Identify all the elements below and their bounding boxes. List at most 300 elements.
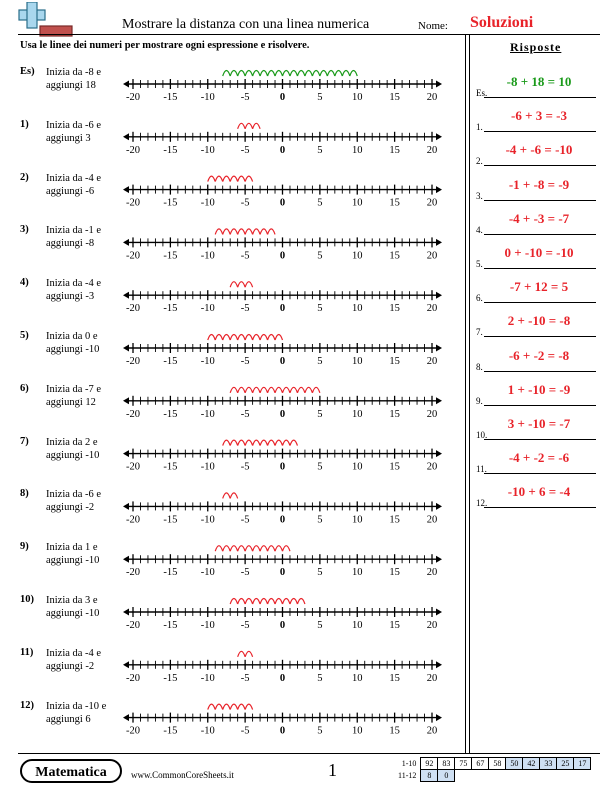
tick-label: 20 <box>426 672 438 684</box>
arrow-right-icon <box>436 609 442 616</box>
problem-start-text: Inizia da -10 e <box>46 700 107 712</box>
answer-line <box>484 165 596 166</box>
answer-value: 0 + -10 = -10 <box>504 245 574 260</box>
tick-label: -5 <box>240 620 250 631</box>
hop-arc <box>238 546 245 552</box>
tick-label: -10 <box>200 197 215 209</box>
hop-arc <box>230 71 237 77</box>
hop-arc <box>238 440 245 446</box>
answer-value: -4 + -3 = -7 <box>508 210 570 226</box>
tick-label: -20 <box>126 303 140 315</box>
tick-label: 15 <box>389 461 400 473</box>
instructions: Usa le linee dei numeri per mostrare ogni espressione e risolvere. <box>20 40 310 51</box>
tick-label: -10 <box>200 356 215 367</box>
arrow-right-icon <box>436 81 442 88</box>
number-line <box>123 176 442 209</box>
tick-label: -15 <box>163 725 178 737</box>
problem-number: 7) <box>20 435 29 447</box>
hop-arc <box>230 335 237 341</box>
problem-number: 5) <box>20 330 29 341</box>
tick-label: -5 <box>240 197 250 209</box>
arrow-right-icon <box>436 186 442 193</box>
tick-label: 10 <box>352 408 363 420</box>
problem-add-text: aggiungi -10 <box>46 555 100 567</box>
arrow-left-icon <box>123 556 129 563</box>
tick-label: 15 <box>389 197 400 209</box>
tick-label: -5 <box>240 144 250 156</box>
answer-number: 12. <box>476 498 488 509</box>
hop-arc <box>305 71 312 77</box>
arrow-right-icon <box>436 292 442 299</box>
tick-label: -10 <box>200 144 215 156</box>
hop-arc <box>223 229 230 235</box>
tick-label: 10 <box>352 725 363 737</box>
problem-add-text: aggiungi -10 <box>46 344 100 355</box>
tick-label: -10 <box>200 92 215 103</box>
problem-number: 6) <box>20 382 29 394</box>
problem-start-text: Inizia da -6 e <box>46 489 102 501</box>
number-line <box>123 282 442 315</box>
tick-label: 20 <box>426 461 438 473</box>
hop-arc <box>238 599 245 605</box>
tick-label: 5 <box>317 461 323 473</box>
answer-number: Es. <box>476 88 488 98</box>
answer-number: 1. <box>476 122 483 133</box>
score-row <box>396 758 591 770</box>
number-line <box>123 546 442 579</box>
problem-number: 4) <box>20 277 29 289</box>
number-line <box>123 440 442 473</box>
hop-arc <box>230 282 237 288</box>
tick-label: 15 <box>389 92 400 103</box>
hop-arc <box>275 440 282 446</box>
hop-arc <box>230 229 237 235</box>
tick-label: 0 <box>279 356 286 367</box>
arrow-left-icon <box>123 450 129 457</box>
score-cell: 58 <box>489 758 506 770</box>
hop-arc <box>245 229 252 235</box>
answer-line <box>484 131 596 132</box>
tick-label: 20 <box>426 250 438 262</box>
hop-arc <box>320 71 327 77</box>
tick-label: 10 <box>352 250 363 262</box>
hop-arc <box>230 546 237 552</box>
tick-label: -20 <box>126 567 140 579</box>
tick-label: -5 <box>240 250 250 262</box>
page-title: Mostrare la distanza con una linea numerica <box>122 17 370 32</box>
tick-label: -20 <box>126 144 140 156</box>
tick-label: 10 <box>352 356 363 367</box>
hop-arc <box>268 71 275 77</box>
problem-start-text: Inizia da -7 e <box>46 383 102 395</box>
hop-arc <box>230 704 237 710</box>
hop-arc <box>245 282 252 288</box>
answer-value: -6 + 3 = -3 <box>511 108 567 124</box>
tick-label: 10 <box>352 567 363 579</box>
tick-label: 5 <box>317 408 323 420</box>
tick-label: -15 <box>163 197 178 209</box>
hop-arc <box>215 335 222 341</box>
score-cell: 92 <box>421 758 438 770</box>
problem-add-text: aggiungi -6 <box>46 185 95 197</box>
example-answer: -8 + 18 = 10 <box>506 74 572 89</box>
tick-label: 10 <box>352 620 363 631</box>
tick-label: 5 <box>317 144 323 156</box>
name-label: Nome: <box>418 20 448 32</box>
problem-start-text: Inizia da 0 e <box>46 331 98 342</box>
tick-label: 20 <box>426 303 438 315</box>
tick-label: -15 <box>163 303 178 315</box>
answer-line <box>484 439 596 440</box>
arrow-left-icon <box>123 239 129 246</box>
problem-add-text: aggiungi -8 <box>46 238 95 250</box>
answer-number: 8. <box>476 361 483 372</box>
problem-add-text: aggiungi 3 <box>46 132 91 144</box>
tick-label: 5 <box>317 672 323 684</box>
arrow-left-icon <box>123 714 129 721</box>
hop-arc <box>238 651 245 657</box>
problem-number: Es) <box>20 66 35 77</box>
answer-value: -10 + 6 = -4 <box>507 484 571 500</box>
hop-arc <box>275 599 282 605</box>
answer-line <box>484 336 596 337</box>
tick-label: 5 <box>317 250 323 262</box>
tick-label: 10 <box>352 672 363 684</box>
hop-arc <box>223 71 230 77</box>
subject-badge: Matematica <box>20 759 122 783</box>
tick-label: -20 <box>126 408 140 420</box>
score-cell: 50 <box>506 758 523 770</box>
footer-divider <box>18 753 600 754</box>
hop-arc <box>245 123 252 129</box>
tick-label: -15 <box>163 356 178 367</box>
tick-label: 10 <box>352 514 363 526</box>
score-cell: 75 <box>455 758 472 770</box>
hop-arc <box>297 71 304 77</box>
tick-label: -5 <box>240 303 250 315</box>
hop-arc <box>238 71 245 77</box>
tick-label: 0 <box>279 567 286 579</box>
tick-label: 15 <box>389 620 400 631</box>
arrow-right-icon <box>436 345 442 352</box>
tick-label: -20 <box>126 725 140 737</box>
number-line <box>123 71 442 104</box>
tick-label: 20 <box>426 144 438 156</box>
arrow-right-icon <box>436 450 442 457</box>
tick-label: -10 <box>200 672 215 684</box>
hop-arc <box>215 546 222 552</box>
problem-start-text: Inizia da -6 e <box>46 119 102 131</box>
hop-arc <box>215 229 222 235</box>
hop-arc <box>305 387 312 393</box>
tick-label: 0 <box>279 303 286 315</box>
hop-arc <box>238 123 245 129</box>
hop-arc <box>275 546 282 552</box>
answer-number: 4. <box>476 224 483 235</box>
hop-arc <box>350 71 357 77</box>
arrow-right-icon <box>436 661 442 668</box>
hop-arc <box>230 176 237 182</box>
tick-label: 5 <box>317 514 323 526</box>
hop-arc <box>245 71 252 77</box>
hop-arc <box>253 599 260 605</box>
hop-arc <box>208 176 215 182</box>
problem-start-text: Inizia da -4 e <box>46 647 102 659</box>
tick-label: -20 <box>126 672 140 684</box>
problem-number: 3) <box>20 224 29 236</box>
name-value: Soluzioni <box>470 14 534 31</box>
hop-arc <box>312 387 319 393</box>
tick-label: 20 <box>426 725 438 737</box>
tick-label: -15 <box>163 514 178 526</box>
tick-label: -15 <box>163 408 178 420</box>
tick-label: -10 <box>200 620 215 631</box>
hop-arc <box>223 704 230 710</box>
answer-value: -4 + -2 = -6 <box>508 450 570 466</box>
tick-label: -5 <box>240 514 250 526</box>
hop-arc <box>260 440 267 446</box>
tick-label: -20 <box>126 461 140 473</box>
tick-label: 20 <box>426 356 438 367</box>
tick-label: -10 <box>200 567 215 579</box>
problem-number: 1) <box>20 118 29 130</box>
answer-value: -6 + -2 = -8 <box>508 347 570 363</box>
hop-arc <box>245 651 252 657</box>
tick-label: -5 <box>240 567 250 579</box>
answer-number: 3. <box>476 190 483 201</box>
arrow-left-icon <box>123 397 129 404</box>
hop-arc <box>283 71 290 77</box>
answer-value: -7 + 12 = 5 <box>509 279 569 295</box>
tick-label: -20 <box>126 620 140 631</box>
tick-label: -10 <box>200 514 215 526</box>
tick-label: 0 <box>279 144 286 156</box>
hop-arc <box>230 440 237 446</box>
tick-label: 15 <box>389 408 400 420</box>
tick-label: 20 <box>426 514 438 526</box>
tick-label: 15 <box>389 303 400 315</box>
tick-label: 20 <box>426 408 438 420</box>
hop-arc <box>238 282 245 288</box>
hop-arc <box>245 176 252 182</box>
arrow-left-icon <box>123 503 129 510</box>
hop-arc <box>290 71 297 77</box>
problem-number: 11) <box>20 646 34 658</box>
problem-start-text: Inizia da 2 e <box>46 436 98 448</box>
problem-start-text: Inizia da -4 e <box>46 172 102 184</box>
tick-label: 15 <box>389 725 400 737</box>
tick-label: 0 <box>279 408 286 420</box>
tick-label: 15 <box>389 514 400 526</box>
hop-arc <box>268 440 275 446</box>
problem-add-text: aggiungi -3 <box>46 291 95 303</box>
hop-arc <box>268 546 275 552</box>
hop-arc <box>260 599 267 605</box>
site-url[interactable]: www.CommonCoreSheets.it <box>131 770 234 780</box>
hop-arc <box>208 704 215 710</box>
hop-arc <box>238 335 245 341</box>
tick-label: 15 <box>389 567 400 579</box>
number-line <box>123 123 442 156</box>
hop-arc <box>253 546 260 552</box>
problem-start-text: Inizia da 3 e <box>46 595 98 606</box>
hop-arc <box>223 546 230 552</box>
tick-label: -20 <box>126 356 140 367</box>
tick-label: 0 <box>279 197 286 209</box>
answer-line <box>484 473 596 474</box>
tick-label: -15 <box>163 92 178 103</box>
tick-label: -20 <box>126 250 140 262</box>
hop-arc <box>253 387 260 393</box>
number-line <box>123 493 442 526</box>
hop-arc <box>253 123 260 129</box>
tick-label: -5 <box>240 725 250 737</box>
answer-line <box>484 234 596 235</box>
number-line <box>123 704 442 737</box>
answer-number: 2. <box>476 156 483 167</box>
problem-number: 8) <box>20 488 29 500</box>
problem-add-text: aggiungi 12 <box>46 396 96 408</box>
hop-arc <box>283 599 290 605</box>
tick-label: 20 <box>426 92 438 103</box>
tick-label: 10 <box>352 461 363 473</box>
tick-label: 15 <box>389 250 400 262</box>
hop-arc <box>283 546 290 552</box>
hop-arc <box>283 440 290 446</box>
hop-arc <box>260 387 267 393</box>
score-row <box>396 770 591 782</box>
problem-number: 12) <box>20 699 34 711</box>
hop-arc <box>223 176 230 182</box>
tick-label: -10 <box>200 303 215 315</box>
arrow-left-icon <box>123 661 129 668</box>
tick-label: 5 <box>317 303 323 315</box>
arrow-right-icon <box>436 556 442 563</box>
tick-label: 5 <box>317 725 323 737</box>
hop-arc <box>245 387 252 393</box>
answer-line <box>484 97 596 98</box>
tick-label: 0 <box>279 461 286 473</box>
problem-start-text: Inizia da -1 e <box>46 225 102 237</box>
hop-arc <box>253 229 260 235</box>
hop-arc <box>208 335 215 341</box>
arrow-left-icon <box>123 133 129 140</box>
problem-add-text: aggiungi -10 <box>46 608 100 619</box>
tick-label: -20 <box>126 514 140 526</box>
tick-label: 20 <box>426 197 438 209</box>
hop-arc <box>238 704 245 710</box>
hop-arc <box>268 599 275 605</box>
hop-arc <box>260 546 267 552</box>
hop-arc <box>230 599 237 605</box>
tick-label: -15 <box>163 672 178 684</box>
tick-label: 15 <box>389 672 400 684</box>
hop-arc <box>268 229 275 235</box>
hop-arc <box>245 599 252 605</box>
tick-label: 5 <box>317 92 323 103</box>
score-cell: 25 <box>557 758 574 770</box>
tick-label: -15 <box>163 144 178 156</box>
number-line <box>123 387 442 420</box>
tick-label: -15 <box>163 620 178 631</box>
answer-value: -1 + -8 = -9 <box>508 176 570 192</box>
score-table <box>396 757 591 782</box>
tick-label: -5 <box>240 92 250 103</box>
number-line <box>123 335 442 368</box>
hop-arc <box>223 335 230 341</box>
arrow-left-icon <box>123 345 129 352</box>
answer-line <box>484 200 596 201</box>
problem-number: 9) <box>20 541 29 553</box>
tick-label: -5 <box>240 672 250 684</box>
score-cell: 83 <box>438 758 455 770</box>
hop-arc <box>275 335 282 341</box>
number-line <box>123 599 442 632</box>
score-cell: 0 <box>438 770 455 782</box>
answer-number: 6. <box>476 293 483 304</box>
answer-number: 9. <box>476 395 483 406</box>
problem-start-text: Inizia da -8 e <box>46 67 102 78</box>
hop-arc <box>275 71 282 77</box>
hop-arc <box>260 229 267 235</box>
tick-label: -15 <box>163 461 178 473</box>
hop-arc <box>253 71 260 77</box>
problem-add-text: aggiungi -10 <box>46 449 100 461</box>
hop-arc <box>230 493 237 499</box>
hop-arc <box>260 335 267 341</box>
answer-line <box>484 371 596 372</box>
tick-label: 0 <box>279 250 286 262</box>
tick-label: 5 <box>317 356 323 367</box>
arrow-right-icon <box>436 714 442 721</box>
arrow-left-icon <box>123 609 129 616</box>
tick-label: 5 <box>317 197 323 209</box>
answer-value: 2 + -10 = -8 <box>507 313 571 329</box>
answers-heading: Risposte <box>510 40 562 54</box>
answer-number: 10. <box>476 430 488 440</box>
problem-start-text: Inizia da -4 e <box>46 278 102 290</box>
tick-label: 0 <box>279 725 286 737</box>
hop-arc <box>215 704 222 710</box>
arrow-left-icon <box>123 81 129 88</box>
tick-label: -20 <box>126 197 140 209</box>
hop-arc <box>253 335 260 341</box>
tick-label: -15 <box>163 250 178 262</box>
tick-label: -5 <box>240 461 250 473</box>
hop-arc <box>342 71 349 77</box>
hop-arc <box>245 704 252 710</box>
tick-label: -10 <box>200 408 215 420</box>
page-number: 1 <box>328 760 337 780</box>
tick-label: -15 <box>163 567 178 579</box>
hop-arc <box>260 71 267 77</box>
answer-line <box>484 268 596 269</box>
hop-arc <box>335 71 342 77</box>
arrow-left-icon <box>123 186 129 193</box>
tick-label: 20 <box>426 620 438 631</box>
tick-label: 20 <box>426 567 438 579</box>
hop-arc <box>238 229 245 235</box>
tick-label: -5 <box>240 356 250 367</box>
tick-label: 0 <box>279 620 286 631</box>
hop-arc <box>283 387 290 393</box>
tick-label: 10 <box>352 197 363 209</box>
number-line <box>123 651 442 684</box>
tick-label: -10 <box>200 250 215 262</box>
hop-arc <box>245 546 252 552</box>
score-cell: 33 <box>540 758 557 770</box>
hop-arc <box>230 387 237 393</box>
